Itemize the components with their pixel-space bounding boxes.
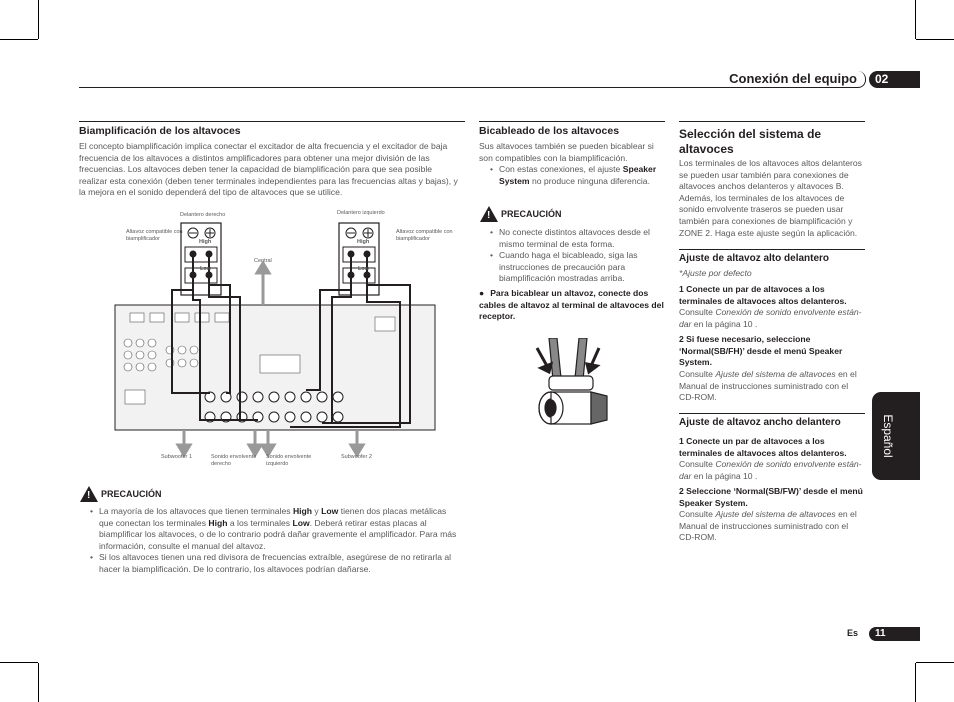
col1-caution-list [89, 506, 461, 576]
warning-icon: ! [480, 206, 498, 222]
crop-mark [916, 39, 954, 40]
col1-heading: Biamplificación de los altavoces [79, 125, 241, 137]
label-high-left: High [357, 239, 370, 245]
crop-mark [915, 663, 916, 702]
label-center: Central [254, 258, 272, 264]
col1-paragraph: El concepto biamplificación implica conectar el excitador de alta frecuencia y el excitador de baja frecuencia de los altavoces a distintos amplificadores para obtener una mejor división de las frecuencias. Los altavoces deben tener la capacidad de biamplificación para que sea posible realizar esta conexión (deben tener terminales independientes para las frecuencias altas y bajas), y la mejora en el sonido dependerá del tipo de altavoces que se utilice. [79, 141, 458, 198]
language-tab-label: Español [881, 414, 895, 458]
biamp-diagram [110, 205, 440, 470]
col2-instruction: ● Para bicablear un altavoz, conecte dos cables de altavoz al terminal de altavoces del receptor. [479, 288, 664, 322]
label-surr-right: Sonido envolvente derecho [211, 454, 257, 467]
label-sub2: Subwoofer 2 [341, 454, 372, 460]
col3-sub2-heading: Ajuste de altavoz ancho delantero [679, 417, 841, 428]
label-low-right: Low [200, 266, 211, 272]
col2-heading: Bicableado de los altavoces [479, 125, 620, 137]
label-front-right: Delantero derecho [180, 212, 226, 218]
caution-bullet: • Cuando haga el bicableado, siga las instrucciones de precaución para biamplificación mostradas arriba. [499, 250, 665, 285]
col2-rule [479, 121, 665, 122]
language-tab [872, 392, 920, 480]
col3-sub1-default: *Ajuste por defecto [679, 268, 752, 278]
crop-mark [38, 0, 39, 39]
caution-bullet: • No conecte distintos altavoces desde el mismo terminal de esta forma. [499, 227, 665, 250]
page-number: 11 [869, 627, 920, 641]
footer-lang: Es [847, 628, 859, 638]
bicable-terminal-illustration [527, 338, 617, 430]
label-surr-left: Sonido envolvente izquierdo [266, 454, 312, 467]
caution-bullet: • La mayoría de los altavoces que tienen terminales High y Low tienen dos placas metálicas que conectan los terminales High a los terminales Low. Deberá retirar estas placas al biamplificar los altavoces, o de lo contrario podrá dañar gravemente el amplificador. Para más información, consulte el manual del altavoz. [99, 506, 461, 552]
col3-sub1-rule [679, 249, 865, 250]
label-front-left: Delantero izquierdo [337, 210, 385, 216]
crop-mark [0, 39, 38, 40]
label-compat-left: Altavoz compatible con biamplificador [396, 229, 453, 242]
col3-sub1-step1-ref: Consulte Conexión de sonido envolvente estándar en la página 10 . [679, 307, 862, 329]
chapter-badge: 02 [869, 71, 920, 88]
col3-sub2-step1: 1 Conecte un par de altavoces a los terminales de altavoces altos delanteros. [679, 436, 847, 458]
caution-bullet: • Si los altavoces tienen una red divisora de frecuencias extraíble, asegúrese de no retirarla al hacer la biamplificación. De lo contrario, los altavoces podrían dañarse. [99, 552, 461, 575]
label-low-left: Low [358, 266, 369, 272]
col3-sub2-rule [679, 413, 865, 414]
col2-paragraph: Sus altavoces también se pueden bicablear si son compatibles con la biamplificación. [479, 141, 654, 163]
col3-rule [679, 121, 865, 122]
crop-mark [916, 662, 954, 663]
col3-sub1-step2: 2 Si fuese necesario, seleccione ‘Normal(SB/FH)’ desde el menú Speaker System. [679, 334, 843, 368]
col3-sub1-heading: Ajuste de altavoz alto delantero [679, 253, 830, 264]
warning-icon: ! [80, 486, 98, 502]
col3-sub2-step1-ref: Consulte Conexión de sonido envolvente estándar en la página 10 . [679, 459, 862, 481]
bullet-dot: ● [479, 288, 485, 298]
label-sub1: Subwoofer 1 [161, 454, 192, 460]
col2-caution-title: ! PRECAUCIÓN [480, 206, 562, 222]
col3-heading: Selección del sistema de altavoces [679, 127, 822, 156]
col3-sub1-step2-ref: Consulte Ajuste del sistema de altavoces en el Manual de instrucciones suministrado con el CD-ROM. [679, 369, 857, 403]
col1-caution-title: ! PRECAUCIÓN [80, 486, 162, 502]
col3-sub1-step1: 1 Conecte un par de altavoces a los terminales de altavoces altos delanteros. [679, 284, 847, 306]
col3-paragraph: Los terminales de los altavoces altos delanteros se pueden usar también para conexiones de altavoces anchos delanteros y altavoces B. Además, los terminales de los altavoces de sonido envolvente traseros se pueden usar también para conexiones de biamplificación y ZONE 2. Haga este ajuste según la aplicación. [679, 158, 862, 238]
col2-caution-list [489, 227, 665, 285]
crop-mark [38, 663, 39, 702]
crop-mark [0, 662, 38, 663]
col3-sub2-step2-ref: Consulte Ajuste del sistema de altavoces en el Manual de instrucciones suministrado con el CD-ROM. [679, 509, 857, 543]
col3-sub2-step2: 2 Seleccione ‘Normal(SB/FW)’ desde el menú Speaker System. [679, 486, 863, 508]
col1-rule [79, 121, 465, 122]
crop-mark [915, 0, 916, 39]
section-title: Conexión del equipo [729, 71, 857, 86]
label-high-right: High [199, 239, 212, 245]
label-compat-right: Altavoz compatible con biamplificador [126, 229, 183, 242]
col2-bullet: • Con estas conexiones, el ajuste Speaker System no produce ninguna diferencia. [489, 164, 665, 187]
